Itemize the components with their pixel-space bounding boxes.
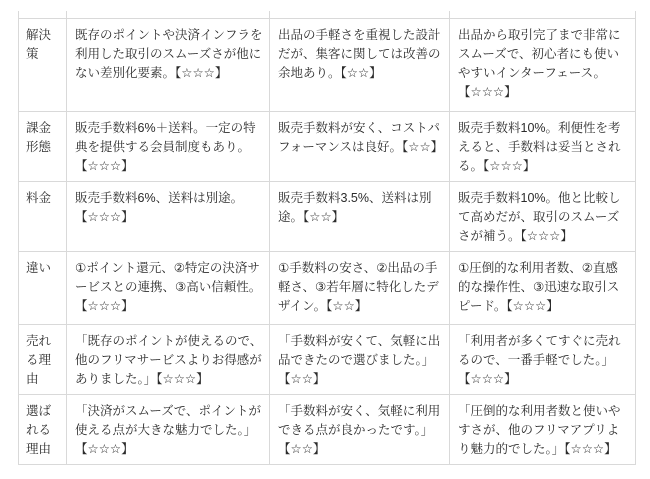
comparison-table xyxy=(18,11,636,465)
table-cell: 販売手数料6%、送料は別途。【☆☆☆】 xyxy=(67,182,270,252)
cropped-cell xyxy=(450,11,636,19)
cropped-cell xyxy=(67,11,270,19)
table-row xyxy=(19,19,636,112)
row-header-cell: 違い xyxy=(19,252,67,325)
row-header-cell: 課金形態 xyxy=(19,112,67,182)
table-cell: 「決済がスムーズで、ポイントが使える点が大きな魅力でした。」【☆☆☆】 xyxy=(67,395,270,465)
table-cell: ①手数料の安さ、②出品の手軽さ、③若年層に特化したデザイン。【☆☆】 xyxy=(270,252,450,325)
table-row xyxy=(19,325,636,395)
table-cell: 「既存のポイントが使えるので、他のフリマサービスよりお得感がありました。」【☆☆☆】 xyxy=(67,325,270,395)
table-cell: 出品の手軽さを重視した設計だが、集客に関しては改善の余地あり。【☆☆】 xyxy=(270,19,450,112)
cropped-cell xyxy=(19,11,67,19)
table-cell: 「手数料が安くて、気軽に出品できたので選びました。」【☆☆】 xyxy=(270,325,450,395)
table-cell: ①圧倒的な利用者数、②直感的な操作性、③迅速な取引スピード。【☆☆☆】 xyxy=(450,252,636,325)
table-cell: 販売手数料6%＋送料。一定の特典を提供する会員制度もあり。【☆☆☆】 xyxy=(67,112,270,182)
row-header-cell: 料金 xyxy=(19,182,67,252)
table-cell: 「手数料が安く、気軽に利用できる点が良かったです。」【☆☆】 xyxy=(270,395,450,465)
table-cell: 販売手数料10%。利便性を考えると、手数料は妥当とされる。【☆☆☆】 xyxy=(450,112,636,182)
cropped-cell xyxy=(270,11,450,19)
table-cell: ①ポイント還元、②特定の決済サービスとの連携、③高い信頼性。【☆☆☆】 xyxy=(67,252,270,325)
table-cell: 「利用者が多くてすぐに売れるので、一番手軽でした。」【☆☆☆】 xyxy=(450,325,636,395)
row-header-cell: 解決策 xyxy=(19,19,67,112)
table-row xyxy=(19,112,636,182)
table-cell: 販売手数料3.5%、送料は別途。【☆☆】 xyxy=(270,182,450,252)
cropped-table-row xyxy=(19,11,636,19)
table-row xyxy=(19,395,636,465)
table-row xyxy=(19,252,636,325)
row-header-cell: 売れる理由 xyxy=(19,325,67,395)
table-cell: 既存のポイントや決済インフラを利用した取引のスムーズさが他にない差別化要素。【☆☆☆】 xyxy=(67,19,270,112)
table-cell: 出品から取引完了まで非常にスムーズで、初心者にも使いやすいインターフェース。【☆☆☆】 xyxy=(450,19,636,112)
table-row xyxy=(19,182,636,252)
table-cell: 「圧倒的な利用者数と使いやすさが、他のフリマアプリより魅力的でした。」【☆☆☆】 xyxy=(450,395,636,465)
table-cell: 販売手数料が安く、コストパフォーマンスは良好。【☆☆】 xyxy=(270,112,450,182)
table-cell: 販売手数料10%。他と比較して高めだが、取引のスムーズさが補う。【☆☆☆】 xyxy=(450,182,636,252)
row-header-cell: 選ばれる理由 xyxy=(19,395,67,465)
